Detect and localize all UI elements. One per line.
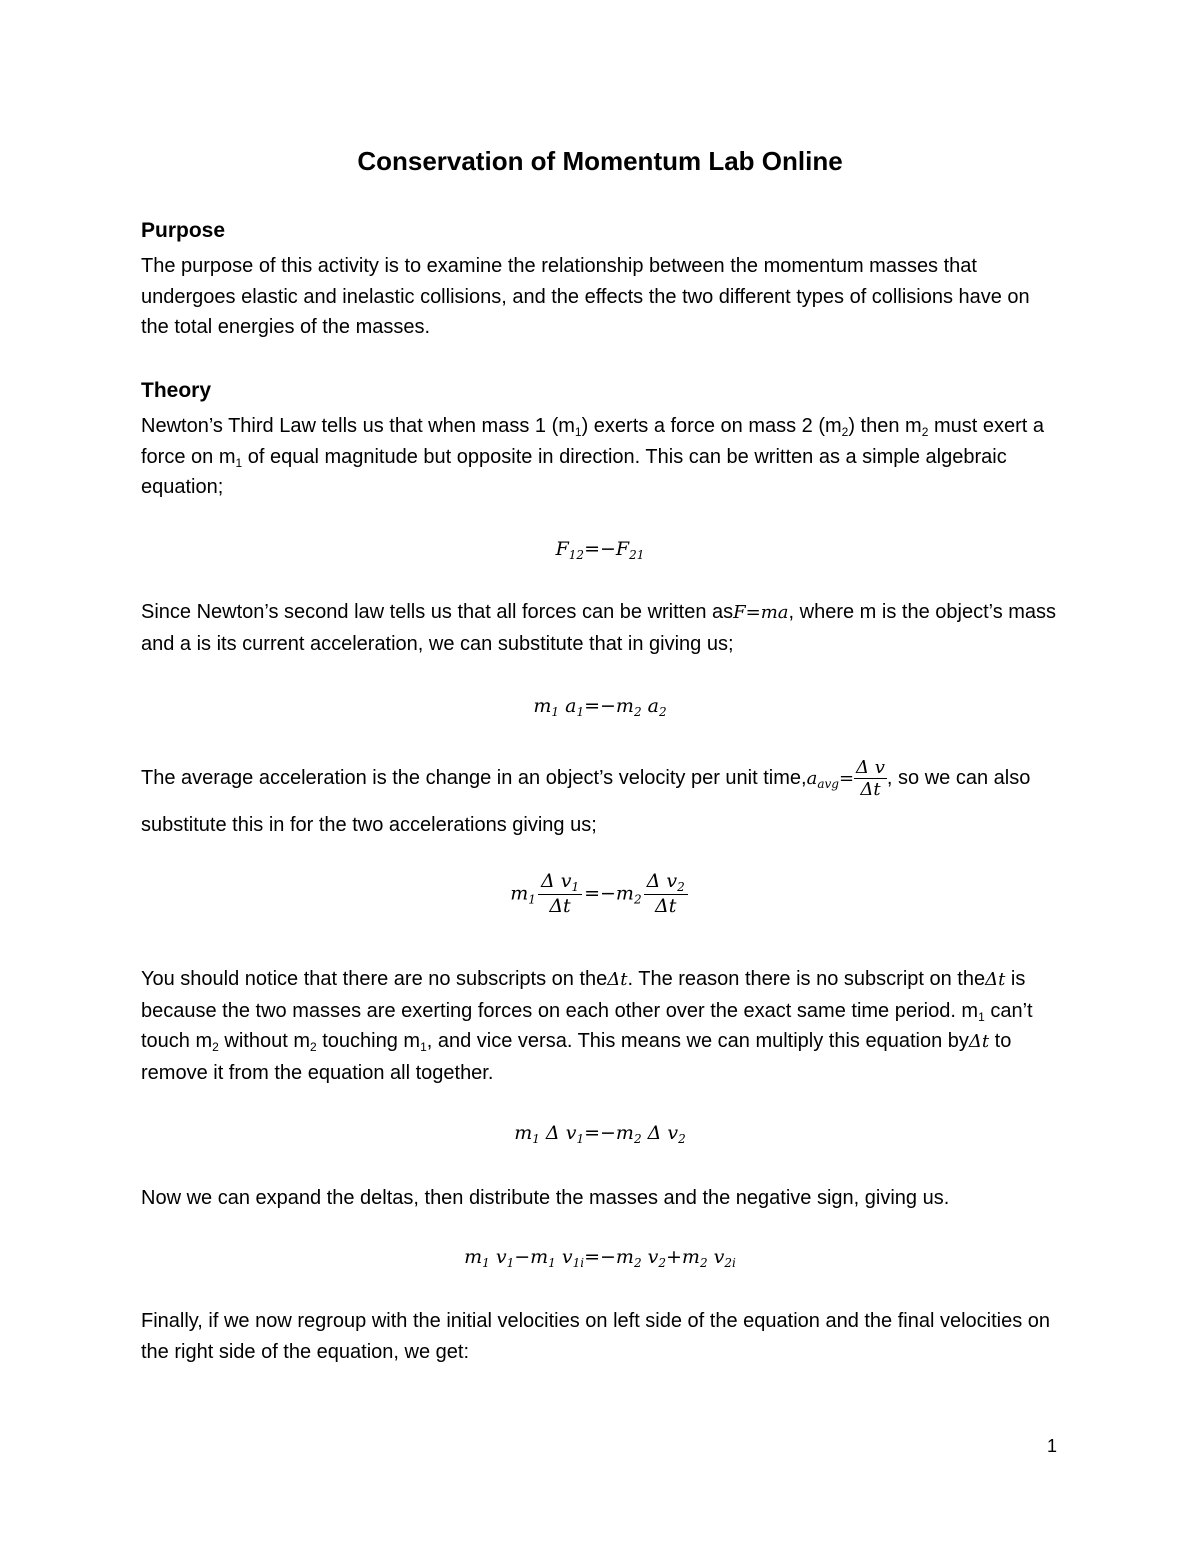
equation-delta-v-over-t: $m_1$ $\frac{\Delta v_1}{\Delta t}$ $=-m_2$ $\frac{\Delta v_2}{\Delta t}$	[0, 870, 1200, 919]
theory-paragraph-1: Newton’s Third Law tells us that when mass 1 $(m_1)$ exerts a force on mass 2 $(m_2)$ then $m_2$ must exert a force on $m_1$ of equal magnitude but opposite in direction. This can be written as a simple algebraic equation;	[141, 415, 1044, 498]
page-number: 1	[1047, 1436, 1058, 1456]
theory-paragraph-3: The average acceleration is the change in an object’s velocity per unit $time,a_{avg}=$ $\frac{\text{Δ v}}{\Delta t}$ , so we can also substitute this in for the two accelerations giving us;	[141, 756, 1031, 836]
equation-ma: $m_1$ $a_1=-m_2$ $a_2$	[533, 695, 667, 719]
equation-newton-third-law: $F_{12}=-F_{21}$	[555, 538, 645, 562]
theory-paragraph-4: You should notice that there are no subscripts on theΔt. The reason there is no subscript on theΔt is because the two masses are exerting forces on each other over the exact same time period. $m_1$ can’t touch $m_2$ without $m_2$ touching $m_1$, and vice versa. This means we can multiply this equation byΔt to remove it from the equation all together.	[141, 968, 1033, 1084]
theory-paragraph-2: Since Newton’s second law tells us that all forces can be written asF=ma, where m is the object’s mass and a is its current acceleration, we can substitute that in giving us;	[141, 601, 1057, 655]
equation-expanded: $m_1$ $v_1-m_1$ $v_{1i}=-m_2$ $v_2+m_2$ $v_{2i}$	[464, 1246, 736, 1270]
document-title: Conservation of Momentum Lab Online	[357, 146, 843, 176]
purpose-heading: Purpose	[141, 219, 226, 242]
theory-paragraph-6: Finally, if we now regroup with the initial velocities on left side of the equation and the final velocities on the right side of the equation, we get:	[141, 1310, 1051, 1363]
average-acceleration-fraction: $\frac{\text{Δ v}}{\Delta t}$	[856, 756, 885, 801]
theory-heading: Theory	[141, 379, 212, 402]
equation-m-delta-v: $m_1$ Δ $v_1=-m_2$ Δ $v_2$	[514, 1122, 686, 1146]
purpose-paragraph: The purpose of this activity is to examine the relationship between the momentum masses that undergoes elastic and inelastic collisions, and the effects the two different types of collisions have on the total energies of the masses.	[141, 255, 1030, 338]
theory-paragraph-5: Now we can expand the deltas, then distribute the masses and the negative sign, giving us.	[141, 1187, 950, 1209]
